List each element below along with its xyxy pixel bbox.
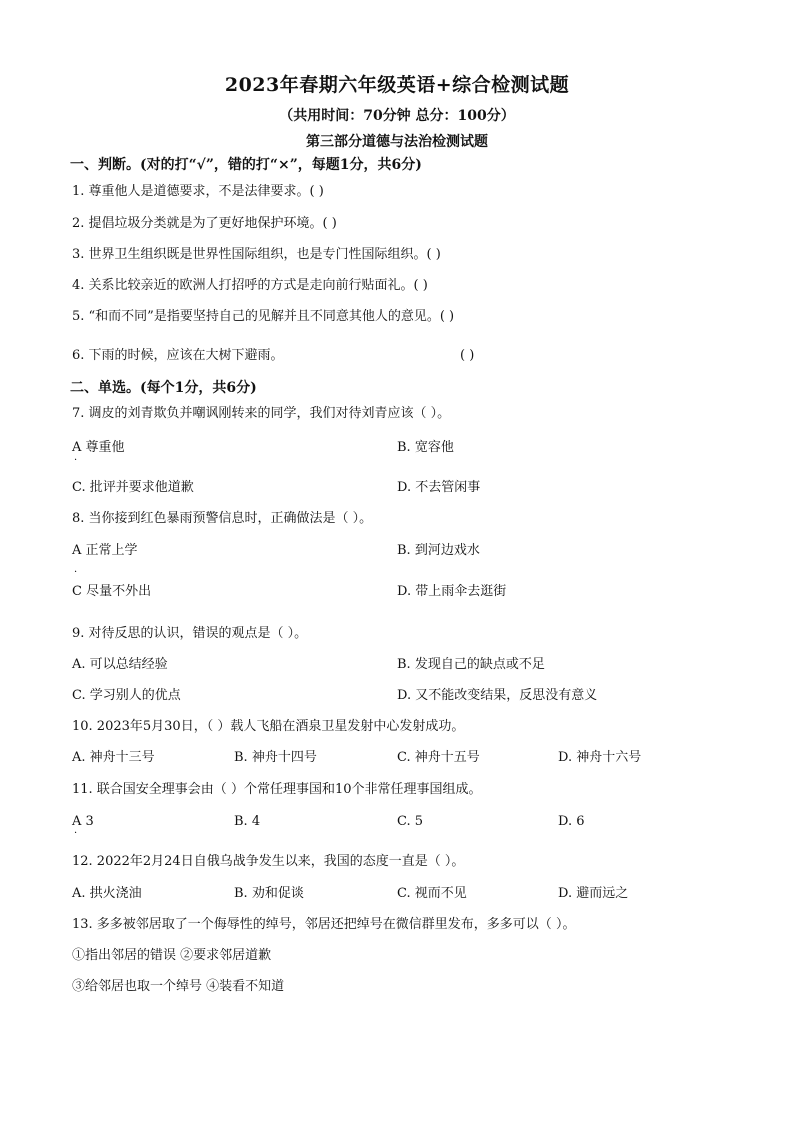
question-7-option-b: B. 宽容他 (397, 440, 454, 455)
question-13-choices-line-2: ③给邻居也取一个绰号 ④装看不知道 (72, 979, 285, 994)
question-9-stem: 9. 对待反思的认识，错误的观点是（ ）。 (72, 626, 308, 641)
question-9-option-b: B. 发现自己的缺点或不足 (397, 657, 545, 672)
question-9-option-a: A. 可以总结经验 (72, 657, 168, 672)
exam-subtitle: （共用时间：70分钟 总分：100分） (279, 108, 515, 124)
judge-item-3: 3. 世界卫生组织既是世界性国际组织，也是专门性国际组织。( ) (72, 247, 441, 262)
judge-item-4: 4. 关系比较亲近的欧洲人打招呼的方式是走向前行贴面礼。( ) (72, 278, 428, 293)
question-7-option-a: A 尊重他 (72, 440, 125, 455)
question-7-option-d: D. 不去管闲事 (397, 480, 481, 495)
question-8-stem: 8. 当你接到红色暴雨预警信息时，正确做法是（ ）。 (72, 511, 373, 526)
question-10-option-a: A. 神舟十三号 (72, 750, 155, 765)
question-13-stem: 13. 多多被邻居取了一个侮辱性的绰号，邻居还把绰号在微信群里发布，多多可以（ ）。 (72, 917, 576, 932)
question-12-option-a: A. 拱火浇油 (72, 886, 142, 901)
option-dot-mark: · (74, 828, 78, 839)
question-10-option-b: B. 神舟十四号 (234, 750, 317, 765)
part-title: 第三部分道德与法治检测试题 (306, 134, 488, 150)
judge-item-1: 1. 尊重他人是道德要求，不是法律要求。( ) (72, 184, 324, 199)
question-12-option-c: C. 视而不见 (397, 886, 467, 901)
question-7-stem: 7. 调皮的刘青欺负并嘲讽刚转来的同学，我们对待刘青应该（ ）。 (72, 406, 451, 421)
question-8-option-a: A 正常上学 (72, 543, 138, 558)
option-dot-mark: · (74, 455, 78, 466)
question-12-option-b: B. 劝和促谈 (234, 886, 304, 901)
judge-item-6: 6. 下雨的时候，应该在大树下避雨。 (72, 348, 284, 363)
question-8-option-d: D. 带上雨伞去逛街 (397, 584, 507, 599)
question-8-option-c: C 尽量不外出 (72, 584, 152, 599)
question-9-option-c: C. 学习别人的优点 (72, 688, 181, 703)
question-11-option-b: B. 4 (234, 814, 261, 829)
option-dot-mark: · (74, 567, 78, 578)
question-11-option-a: A 3 (72, 814, 94, 829)
question-12-stem: 12. 2022年2月24日自俄乌战争发生以来，我国的态度一直是（ ）。 (72, 854, 465, 869)
section2-heading: 二、单选。(每个1分，共6分) (70, 380, 257, 396)
exam-title: 2023年春期六年级英语+综合检测试题 (224, 74, 570, 96)
question-9-option-d: D. 又不能改变结果，反思没有意义 (397, 688, 598, 703)
judge-item-6-blank: ( ) (460, 348, 475, 363)
judge-item-2: 2. 提倡垃圾分类就是为了更好地保护环境。( ) (72, 216, 337, 231)
question-10-stem: 10. 2023年5月30日，（ ）载人飞船在酒泉卫星发射中心发射成功。 (72, 719, 465, 734)
judge-item-5: 5. “和而不同”是指要坚持自己的见解并且不同意其他人的意见。( ) (72, 309, 455, 324)
question-8-option-b: B. 到河边戏水 (397, 543, 480, 558)
question-10-option-d: D. 神舟十六号 (558, 750, 642, 765)
question-12-option-d: D. 避而远之 (558, 886, 629, 901)
question-10-option-c: C. 神舟十五号 (397, 750, 480, 765)
question-11-stem: 11. 联合国安全理事会由（ ）个常任理事国和10个非常任理事国组成。 (72, 782, 482, 797)
question-13-choices-line-1: ①指出邻居的错误 ②要求邻居道歉 (72, 948, 272, 963)
question-11-option-c: C. 5 (397, 814, 424, 829)
question-7-option-c: C. 批评并要求他道歉 (72, 480, 194, 495)
section1-heading: 一、判断。(对的打“√”，错的打“×”，每题1分，共6分) (70, 157, 422, 173)
question-11-option-d: D. 6 (558, 814, 585, 829)
